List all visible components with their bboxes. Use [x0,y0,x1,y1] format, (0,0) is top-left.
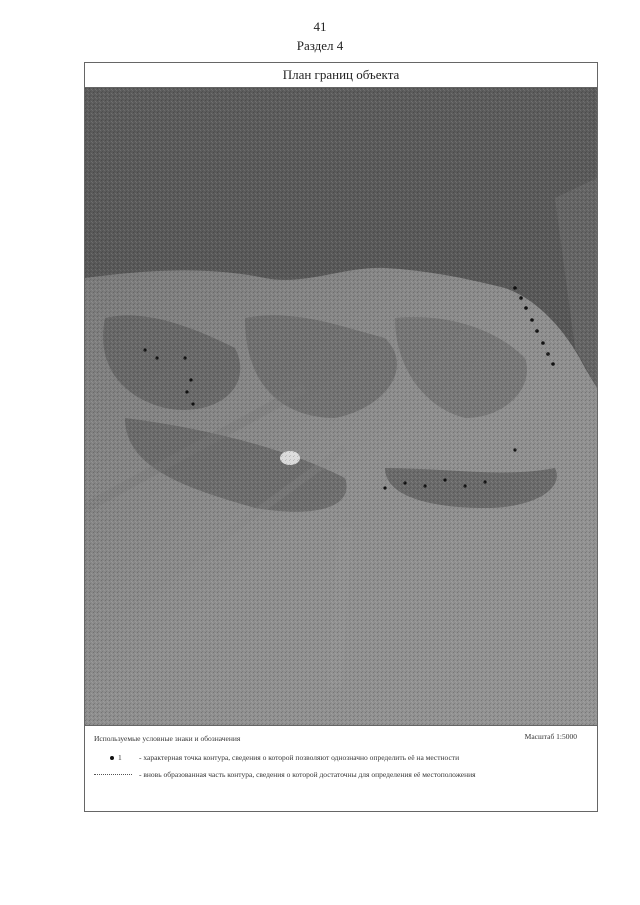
point-number: 1 [118,753,122,762]
legend-item-point [94,753,579,763]
boundary-plan-frame [84,62,598,812]
dotted-line-icon [94,774,132,775]
legend-item-dotted-line [94,770,579,780]
dotted-line-symbol [94,770,139,780]
point-dot-icon [110,756,114,760]
plan-title: План границ объекта [85,63,597,88]
section-title: Раздел 4 [296,38,344,53]
legend-item-text: - вновь образованная часть контура, сведения о которой достаточны для определения её местоположения [139,770,476,779]
aerial-photo-svg [85,88,597,725]
boundary-point-symbol [94,753,139,763]
page-number: 41 [313,19,327,34]
legend-heading: Используемые условные знаки и обозначения [94,734,241,743]
legend-item-text: - характерная точка контура, сведения о которой позволяют однозначно определить её на местности [139,753,460,762]
map-scale: Масштаб 1:5000 [524,732,577,741]
aerial-map-image [85,88,597,725]
legend [85,725,597,811]
